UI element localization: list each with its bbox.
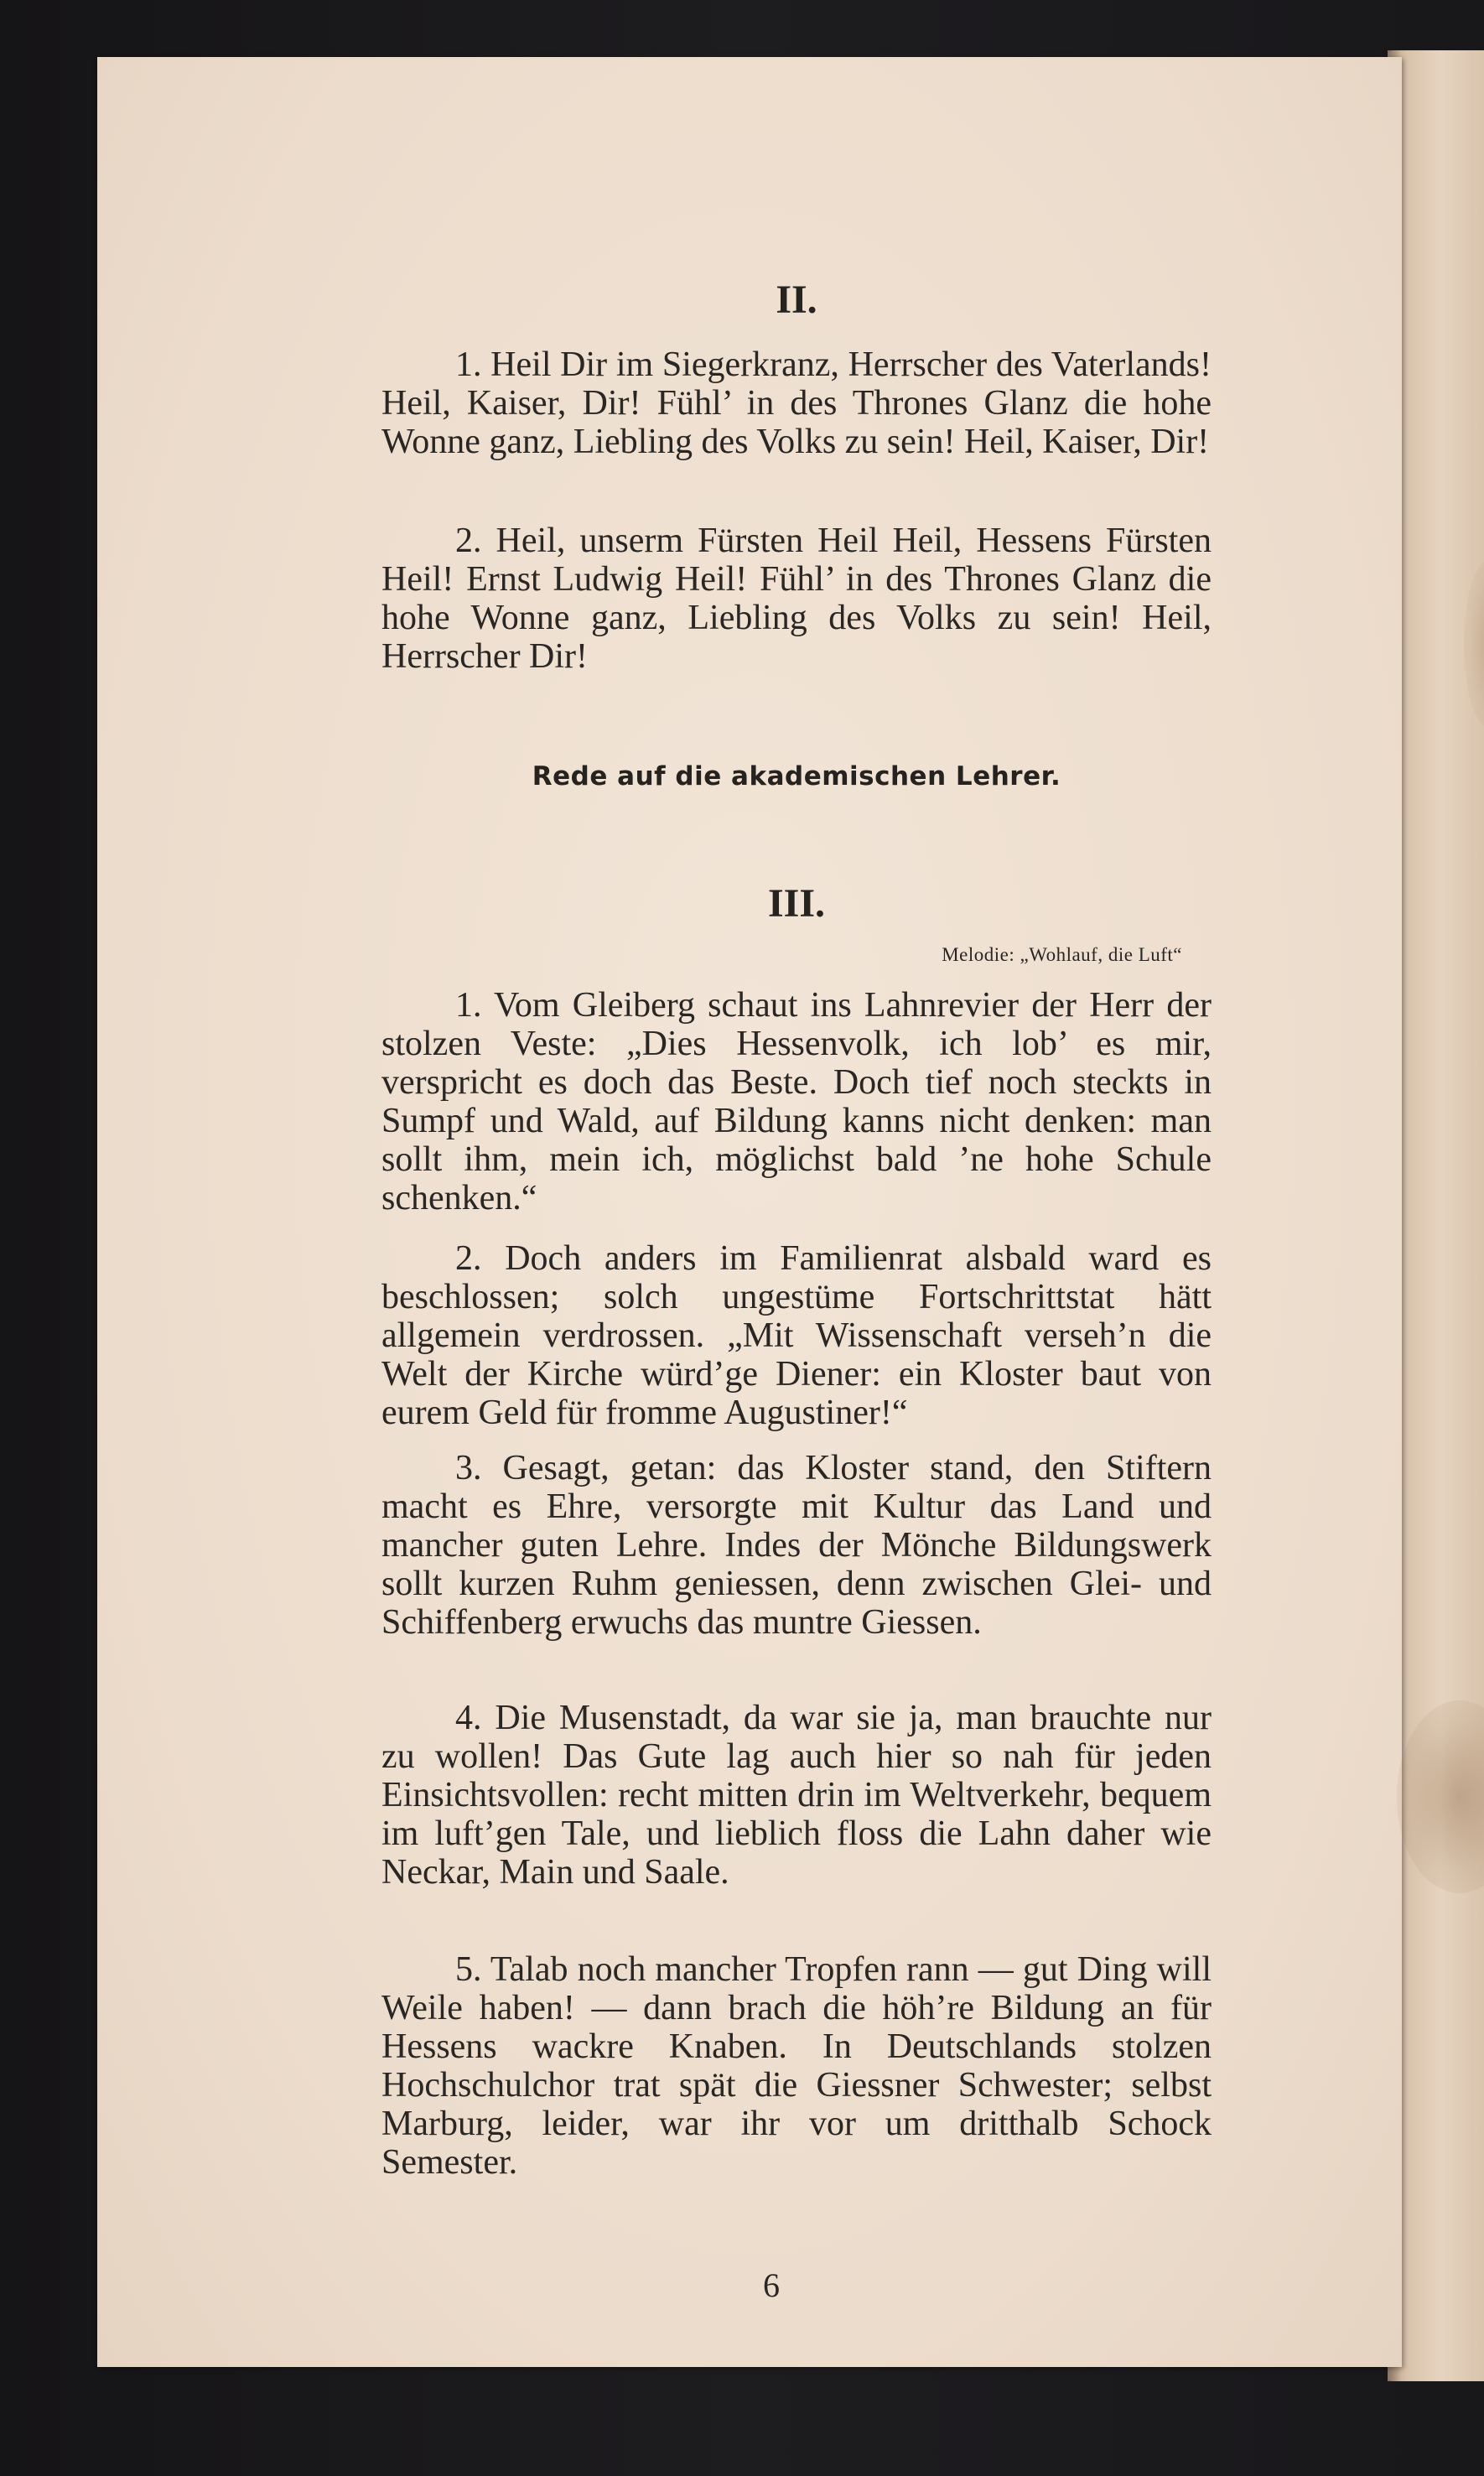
speech-title: Rede auf die akademischen Lehrer. bbox=[532, 761, 1061, 792]
stanza-ii-1: 1. Heil Dir im Siegerkranz, Herrscher des Vaterlands! Heil, Kaiser, Dir! Fühl’ in des Thrones Glanz die hohe Wonne ganz, Liebling des Volks zu sein! Heil, Kaiser, Dir! bbox=[381, 345, 1212, 461]
section-heading-ii: II. bbox=[776, 278, 817, 322]
stanza-iii-1: 1. Vom Gleiberg schaut ins Lahnrevier der Herr der stolzen Veste: „Dies Hessenvolk, ich lob’ es mir, verspricht es doch das Beste. Doch tief noch steckts in Sumpf und Wald, auf Bildung kanns nicht denken: man sollt ihm, mein ich, möglichst bald ’ne hohe Schule schenken.“ bbox=[381, 986, 1212, 1217]
stanza-iii-4: 4. Die Musenstadt, da war sie ja, man brauchte nur zu wollen! Das Gute lag auch hier so nah für jeden Einsichtsvollen: recht mitten drin im Weltverkehr, bequem im luft’gen Tale, und lieblich floss die Lahn daher wie Neckar, Main und Saale. bbox=[381, 1699, 1212, 1892]
stanza-iii-3: 3. Gesagt, getan: das Kloster stand, den Stiftern macht es Ehre, versorgte mit Kultur das Land und mancher guten Lehre. Indes der Mönche Bildungswerk sollt kurzen Ruhm geniessen, denn zwischen Glei- und Schiffenberg erwuchs das muntre Giessen. bbox=[381, 1449, 1212, 1642]
section-heading-iii: III. bbox=[767, 881, 826, 926]
stanza-iii-2: 2. Doch anders im Familienrat alsbald ward es beschlossen; solch ungestüme Fortschrittstat hätt allgemein verdrossen. „Mit Wissenschaft verseh’n die Welt der Kirche würd’ge Diener: ein Kloster baut von eurem Geld für fromme Augustiner!“ bbox=[381, 1239, 1212, 1432]
stanza-ii-2: 2. Heil, unserm Fürsten Heil Heil, Hessens Fürsten Heil! Ernst Ludwig Heil! Fühl’ in des Thrones Glanz die hohe Wonne ganz, Liebling des Volks zu sein! Heil, Herrscher Dir! bbox=[381, 522, 1212, 676]
stanza-iii-5: 5. Talab noch mancher Tropfen rann — gut Ding will Weile haben! — dann brach die höh’re Bildung an für Hessens wackre Knaben. In Deutschlands stolzen Hochschulchor trat spät die Giessner Schwester; selbst Marburg, leider, war ihr vor um dritthalb Schock Semester. bbox=[381, 1950, 1212, 2182]
next-page-edge bbox=[1388, 50, 1484, 2381]
melody-note: Melodie: „Wohlauf, die Luft“ bbox=[942, 944, 1182, 965]
page-number: 6 bbox=[763, 2266, 780, 2304]
